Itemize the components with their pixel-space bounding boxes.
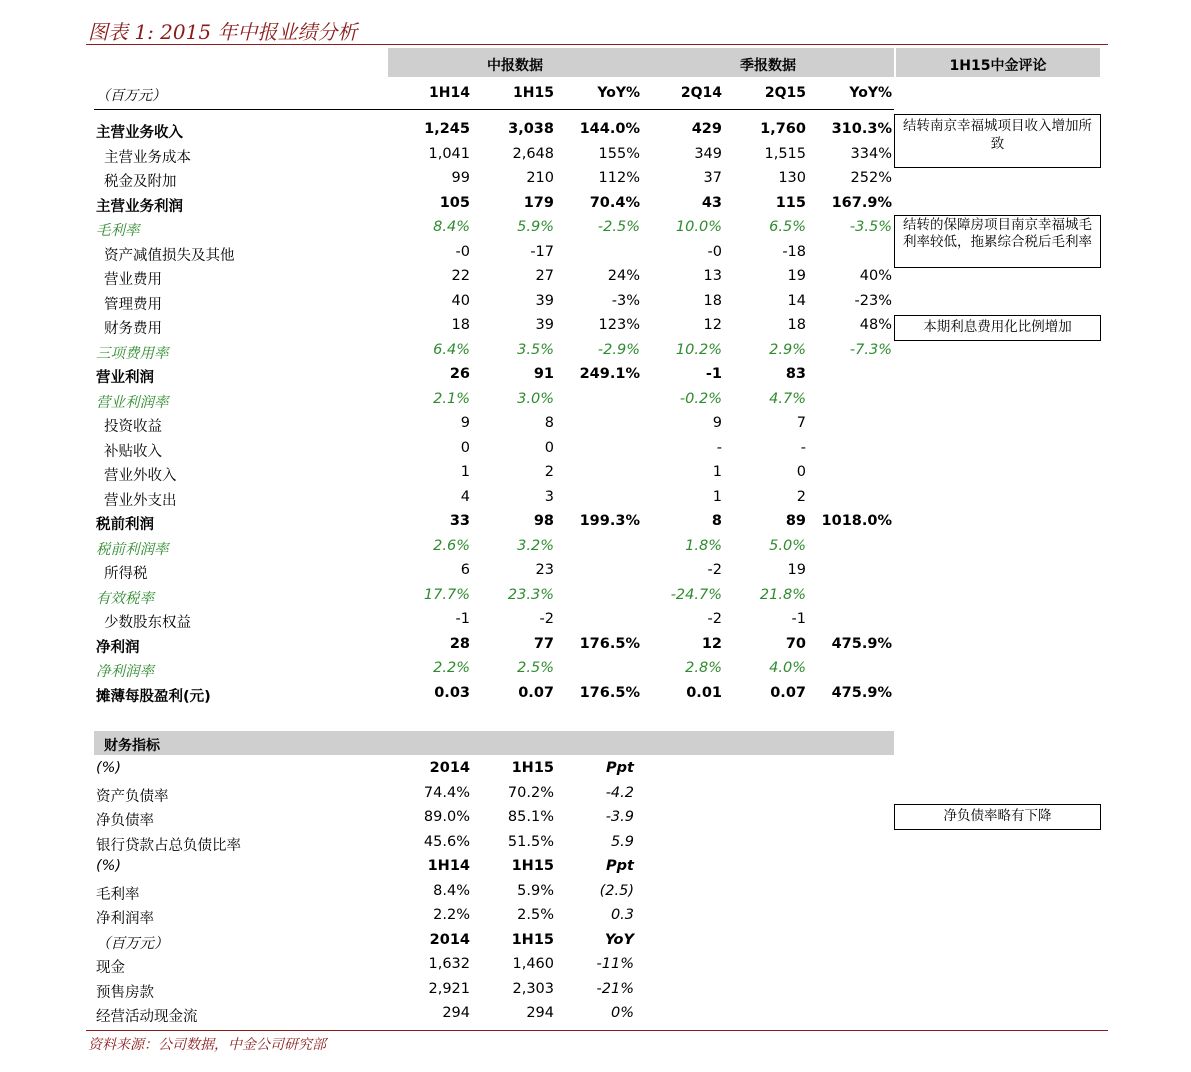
table-row	[0, 489, 1191, 513]
fin-value: -4.2	[605, 784, 634, 801]
row-value: -1	[705, 366, 722, 382]
row-value: 9	[460, 415, 470, 431]
row-value: -2.9%	[597, 341, 640, 358]
row-label: 财务费用	[104, 321, 162, 337]
row-value: 210	[526, 170, 554, 186]
row-label: 有效税率	[96, 590, 154, 607]
fin-row	[0, 883, 1191, 907]
col-1h14: 1H14	[429, 85, 470, 101]
row-value: 28	[449, 635, 470, 652]
fin-row	[0, 760, 1191, 784]
table-row	[0, 513, 1191, 537]
row-value: -7.3%	[849, 341, 892, 358]
fin-label: 现金	[96, 960, 125, 976]
row-value: 22	[451, 268, 470, 284]
row-value: 1,245	[424, 121, 470, 137]
fin-value: 1H15	[511, 760, 554, 776]
fin-value: -11%	[596, 956, 634, 972]
row-value: 4	[460, 488, 470, 505]
fin-header: 财务指标	[104, 738, 160, 754]
row-value: 6	[460, 562, 470, 578]
row-value: 429	[691, 121, 722, 137]
row-value: 77	[533, 635, 554, 652]
row-label: 主营业务收入	[96, 125, 183, 141]
row-value: 334%	[850, 145, 892, 162]
fin-label: 净负债率	[96, 813, 154, 829]
fin-value: 1,632	[428, 956, 470, 972]
row-value: 3,038	[508, 121, 554, 137]
row-value: -2	[707, 562, 722, 578]
table-row	[0, 636, 1191, 660]
fin-label: 经营活动现金流	[96, 1009, 198, 1025]
row-value: 9	[712, 415, 722, 431]
row-label: 营业外支出	[104, 492, 177, 509]
row-value: 37	[703, 170, 722, 186]
row-value: 24%	[607, 268, 640, 284]
row-value: 23.3%	[507, 586, 554, 603]
row-value: 0.03	[434, 684, 470, 701]
row-value: -2.5%	[597, 219, 640, 235]
row-label: 营业利润	[96, 370, 154, 386]
fin-value: YoY	[604, 931, 634, 948]
row-value: 39	[535, 292, 554, 309]
row-value: 0	[544, 439, 554, 456]
row-value: 40	[451, 292, 470, 309]
row-value: -3.5%	[849, 219, 892, 235]
row-value: 105	[439, 194, 470, 211]
row-value: 1	[712, 464, 722, 480]
row-value: -	[716, 439, 722, 456]
fin-value: 0.3	[610, 907, 634, 923]
row-value: -2	[707, 611, 722, 627]
row-value: 1,760	[760, 121, 806, 137]
row-value: 33	[449, 513, 470, 529]
row-value: -24.7%	[670, 586, 722, 603]
row-value: 2.8%	[685, 660, 722, 676]
row-value: 91	[533, 366, 554, 382]
row-value: 27	[535, 268, 554, 284]
row-value: 0.07	[518, 684, 554, 701]
group-quarter: 季报数据	[740, 58, 796, 74]
fin-value: 1,460	[512, 956, 554, 972]
unit-label: （百万元）	[96, 88, 166, 104]
row-value: 8	[544, 415, 554, 431]
row-value: 2.6%	[433, 537, 470, 554]
row-value: 18	[787, 317, 806, 333]
row-label: 税前利润	[96, 517, 154, 533]
row-value: 252%	[850, 170, 892, 186]
comment-box: 净负债率略有下降	[894, 804, 1101, 830]
fin-value: -21%	[596, 980, 634, 997]
table-row	[0, 391, 1191, 415]
row-value: 3.5%	[517, 341, 554, 358]
row-label: 所得税	[104, 566, 148, 582]
row-label: 净利润	[96, 639, 140, 656]
fin-row	[0, 1005, 1191, 1029]
row-value: 1,515	[764, 145, 806, 162]
row-value: -1	[791, 611, 806, 627]
row-value: 18	[703, 292, 722, 309]
row-value: 17.7%	[423, 586, 470, 603]
fin-value: 89.0%	[423, 809, 470, 825]
row-value: 4.0%	[769, 660, 806, 676]
fin-value: 8.4%	[433, 882, 470, 899]
col-2q15: 2Q15	[764, 85, 806, 101]
row-label: 资产减值损失及其他	[104, 247, 235, 264]
row-value: 123%	[598, 317, 640, 333]
row-value: -3%	[611, 292, 640, 309]
row-value: 0	[796, 464, 806, 480]
source-note: 资料来源：公司数据，中金公司研究部	[88, 1037, 326, 1053]
row-value: 249.1%	[579, 366, 640, 382]
row-label: 毛利率	[96, 223, 140, 239]
fin-value: 0%	[610, 1005, 634, 1021]
row-value: 13	[703, 268, 722, 284]
row-value: -1	[455, 611, 470, 627]
fin-label: 净利润率	[96, 911, 154, 927]
fin-value: 2.2%	[433, 907, 470, 923]
row-value: 99	[451, 170, 470, 186]
bottom-rule	[86, 1030, 1108, 1031]
row-value: 5.9%	[517, 219, 554, 235]
row-value: 19	[787, 562, 806, 578]
fin-value: 2,921	[428, 980, 470, 997]
row-value: 8	[711, 513, 722, 529]
row-value: 1	[460, 464, 470, 480]
row-label: 摊薄每股盈利(元)	[96, 688, 211, 705]
fin-value: -3.9	[605, 809, 634, 825]
fin-label: (%)	[96, 760, 122, 776]
fin-value: (2.5)	[599, 882, 634, 899]
fin-value: 2014	[429, 931, 470, 948]
row-label: 补贴收入	[104, 443, 162, 460]
group-comment: 1H15中金评论	[949, 58, 1047, 74]
row-label: 税金及附加	[104, 174, 177, 190]
row-value: 18	[451, 317, 470, 333]
row-value: -18	[782, 243, 806, 260]
fin-row	[0, 932, 1191, 956]
table-row	[0, 660, 1191, 684]
row-value: 2	[544, 464, 554, 480]
row-value: 0.07	[770, 684, 806, 701]
group-half-year: 中报数据	[487, 58, 543, 74]
fin-value: 5.9	[610, 833, 634, 850]
table-row	[0, 538, 1191, 562]
fin-value: Ppt	[606, 760, 634, 776]
table-row	[0, 268, 1191, 292]
comment-box: 结转的保障房项目南京幸福城毛利率较低，拖累综合税后毛利率	[894, 215, 1101, 268]
fin-label: 资产负债率	[96, 788, 169, 805]
fin-value: 294	[442, 1005, 470, 1021]
row-value: 26	[449, 366, 470, 382]
row-value: -	[800, 439, 806, 456]
row-value: -0	[455, 243, 470, 260]
row-value: 130	[778, 170, 806, 186]
row-value: 2.9%	[769, 341, 806, 358]
top-rule	[86, 44, 1108, 45]
fin-value: 45.6%	[423, 833, 470, 850]
table-row	[0, 415, 1191, 439]
row-value: 475.9%	[831, 635, 892, 652]
row-value: 12	[703, 317, 722, 333]
row-value: 0.01	[686, 684, 722, 701]
row-value: 1	[712, 488, 722, 505]
row-label: 主营业务利润	[96, 198, 183, 215]
fin-value: 51.5%	[507, 833, 554, 850]
row-value: 43	[701, 194, 722, 211]
comment-box: 结转南京幸福城项目收入增加所致	[894, 114, 1101, 168]
fin-row	[0, 956, 1191, 980]
table-row	[0, 464, 1191, 488]
row-value: 39	[535, 317, 554, 333]
row-value: -17	[530, 243, 554, 260]
row-value: 0	[460, 439, 470, 456]
fin-row	[0, 981, 1191, 1005]
row-value: 6.5%	[769, 219, 806, 235]
row-label: 税前利润率	[96, 541, 169, 558]
row-value: 176.5%	[579, 635, 640, 652]
row-value: 48%	[859, 317, 892, 333]
fin-row	[0, 858, 1191, 882]
row-value: 23	[535, 562, 554, 578]
row-value: 112%	[598, 170, 640, 186]
row-label: 主营业务成本	[104, 149, 191, 166]
fin-label: (%)	[96, 858, 122, 874]
row-value: 10.2%	[675, 341, 722, 358]
fin-row	[0, 834, 1191, 858]
fin-row	[0, 907, 1191, 931]
row-value: 179	[523, 194, 554, 211]
row-value: -23%	[854, 292, 892, 309]
row-value: 2,648	[512, 145, 554, 162]
row-value: 14	[787, 292, 806, 309]
fin-row	[0, 809, 1191, 833]
fin-value: Ppt	[606, 858, 634, 874]
row-value: 89	[785, 513, 806, 529]
col-2q14: 2Q14	[680, 85, 722, 101]
row-value: -2	[539, 611, 554, 627]
fin-header-bar	[94, 731, 894, 755]
table-row	[0, 366, 1191, 390]
row-value: 155%	[598, 145, 640, 162]
table-row	[0, 685, 1191, 709]
table-row	[0, 587, 1191, 611]
fin-value: 74.4%	[423, 784, 470, 801]
row-label: 净利润率	[96, 664, 154, 680]
fin-label: （百万元）	[96, 935, 169, 952]
fin-label: 预售房款	[96, 984, 154, 1001]
table-row	[0, 293, 1191, 317]
row-value: 349	[694, 145, 722, 162]
row-value: 1018.0%	[821, 513, 892, 529]
row-value: 10.0%	[675, 219, 722, 235]
row-value: 70	[785, 635, 806, 652]
row-value: 1.8%	[685, 537, 722, 554]
fin-value: 2,303	[512, 980, 554, 997]
fin-label: 银行贷款占总负债比率	[96, 837, 241, 854]
row-label: 管理费用	[104, 296, 162, 313]
row-label: 三项费用率	[96, 345, 169, 362]
col-yoy-half: YoY%	[597, 85, 640, 101]
fin-value: 70.2%	[507, 784, 554, 801]
row-value: 4.7%	[769, 390, 806, 407]
row-value: 2.1%	[433, 390, 470, 407]
row-value: 115	[775, 194, 806, 211]
row-value: 144.0%	[579, 121, 640, 137]
row-label: 营业利润率	[96, 394, 169, 411]
fin-value: 1H14	[427, 858, 470, 874]
row-value: 475.9%	[831, 684, 892, 701]
col-yoy-quarter: YoY%	[849, 85, 892, 101]
col-1h15: 1H15	[513, 85, 554, 101]
row-value: -0	[707, 243, 722, 260]
row-value: 3.2%	[517, 537, 554, 554]
fin-value: 2014	[429, 760, 470, 776]
row-label: 少数股东权益	[104, 615, 191, 631]
row-label: 营业费用	[104, 272, 162, 288]
header-underline	[94, 109, 894, 110]
row-value: 5.0%	[769, 537, 806, 554]
table-row	[0, 170, 1191, 194]
row-value: 2.2%	[433, 660, 470, 676]
table-row	[0, 440, 1191, 464]
row-value: 8.4%	[433, 219, 470, 235]
row-value: 83	[785, 366, 806, 382]
row-value: 21.8%	[759, 586, 806, 603]
fin-value: 294	[526, 1005, 554, 1021]
table-row	[0, 611, 1191, 635]
fin-value: 85.1%	[507, 809, 554, 825]
fin-label: 毛利率	[96, 886, 140, 903]
fin-value: 1H15	[511, 931, 554, 948]
row-value: 2.5%	[517, 660, 554, 676]
fin-value: 1H15	[511, 858, 554, 874]
table-row	[0, 342, 1191, 366]
row-value: 1,041	[428, 145, 470, 162]
row-label: 营业外收入	[104, 468, 177, 484]
row-value: 7	[796, 415, 806, 431]
row-value: 167.9%	[831, 194, 892, 211]
fin-row	[0, 785, 1191, 809]
figure-title: 图表 1: 2015 年中报业绩分析	[88, 20, 358, 44]
fin-value: 2.5%	[517, 907, 554, 923]
row-value: 70.4%	[589, 194, 640, 211]
row-value: 6.4%	[433, 341, 470, 358]
row-value: 199.3%	[579, 513, 640, 529]
row-value: 98	[533, 513, 554, 529]
row-value: 310.3%	[831, 121, 892, 137]
row-value: 19	[787, 268, 806, 284]
row-label: 投资收益	[104, 419, 162, 435]
row-value: -0.2%	[679, 390, 722, 407]
row-value: 3	[544, 488, 554, 505]
comment-box: 本期利息费用化比例增加	[894, 315, 1101, 341]
row-value: 12	[701, 635, 722, 652]
fin-value: 5.9%	[517, 882, 554, 899]
table-row	[0, 562, 1191, 586]
row-value: 40%	[859, 268, 892, 284]
row-value: 176.5%	[579, 684, 640, 701]
row-value: 2	[796, 488, 806, 505]
row-value: 3.0%	[517, 390, 554, 407]
